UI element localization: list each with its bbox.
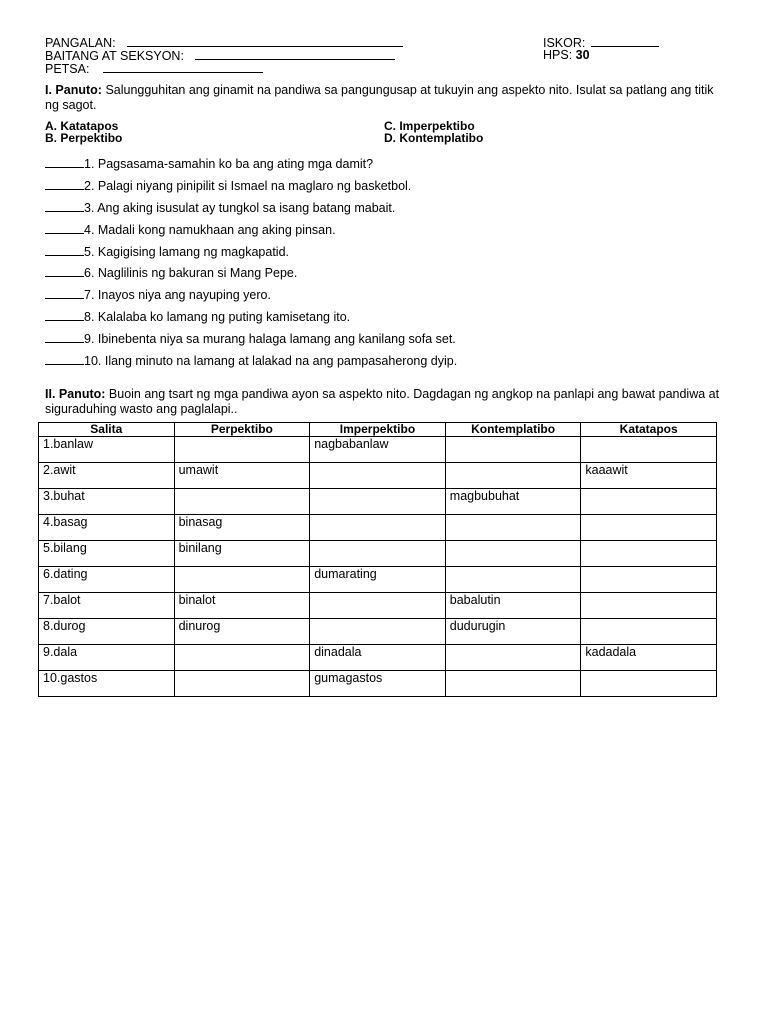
- table-cell[interactable]: [445, 541, 581, 567]
- table-cell[interactable]: [174, 489, 310, 515]
- column-header: Imperpektibo: [310, 423, 446, 437]
- table-cell[interactable]: [310, 541, 446, 567]
- hps-label: HPS:: [543, 48, 573, 62]
- hps-value: 30: [575, 48, 590, 62]
- question-item: [45, 245, 289, 259]
- score-label: ISKOR:: [543, 36, 586, 50]
- question-item: [45, 179, 411, 193]
- table-cell[interactable]: [581, 437, 717, 463]
- table-cell: 6.dating: [39, 567, 175, 593]
- table-cell[interactable]: binasag: [174, 515, 310, 541]
- grade-row: [45, 48, 395, 62]
- table-row: [39, 645, 717, 671]
- table-cell[interactable]: [581, 515, 717, 541]
- part1-instructions: [45, 83, 725, 112]
- table-cell[interactable]: binilang: [174, 541, 310, 567]
- table-cell[interactable]: kaaawit: [581, 463, 717, 489]
- table-cell[interactable]: binalot: [174, 593, 310, 619]
- table-cell[interactable]: [310, 463, 446, 489]
- part1-label: I. Panuto:: [45, 83, 102, 97]
- table-row: [39, 489, 717, 515]
- table-cell[interactable]: [581, 489, 717, 515]
- table-row: [39, 619, 717, 645]
- table-cell[interactable]: nagbabanlaw: [310, 437, 446, 463]
- question-item: [45, 223, 336, 237]
- question-text: 1. Pagsasama-samahin ko ba ang ating mga damit?: [84, 157, 374, 171]
- table-cell: 8.durog: [39, 619, 175, 645]
- table-cell[interactable]: gumagastos: [310, 671, 446, 697]
- column-header: Katatapos: [581, 423, 717, 437]
- answer-blank[interactable]: [45, 201, 84, 212]
- column-header: Salita: [39, 423, 175, 437]
- answer-blank[interactable]: [45, 179, 84, 190]
- table-row: [39, 593, 717, 619]
- table-cell[interactable]: [445, 645, 581, 671]
- table-cell[interactable]: [445, 463, 581, 489]
- date-row: [45, 61, 263, 75]
- answer-blank[interactable]: [45, 332, 84, 343]
- part2-text: Buoin ang tsart ng mga pandiwa ayon sa aspekto nito. Dagdagan ng angkop na panlapi ang bawat pandiwa at siguraduhing wasto ang paglalapi..: [45, 387, 720, 416]
- part2-instructions: [45, 387, 725, 416]
- table-cell[interactable]: [445, 437, 581, 463]
- part1-text: Salungguhitan ang ginamit na pandiwa sa pangungusap at tukuyin ang aspekto nito. Isulat sa patlang ang titik ng sagot.: [45, 83, 714, 112]
- grade-blank[interactable]: [195, 48, 395, 60]
- question-text: 4. Madali kong namukhaan ang aking pinsan.: [84, 223, 336, 237]
- table-cell: 1.banlaw: [39, 437, 175, 463]
- table-header-row: [39, 423, 717, 437]
- question-item: [45, 332, 456, 346]
- table-cell[interactable]: [445, 671, 581, 697]
- hps-row: [543, 48, 590, 62]
- table-cell[interactable]: dinadala: [310, 645, 446, 671]
- table-cell: 3.buhat: [39, 489, 175, 515]
- answer-blank[interactable]: [45, 266, 84, 277]
- column-header: Kontemplatibo: [445, 423, 581, 437]
- answer-blank[interactable]: [45, 310, 84, 321]
- question-text: 5. Kagigising lamang ng magkapatid.: [84, 245, 289, 259]
- table-cell[interactable]: [174, 671, 310, 697]
- table-cell[interactable]: kadadala: [581, 645, 717, 671]
- question-item: [45, 201, 395, 215]
- part2-label: II. Panuto:: [45, 387, 106, 401]
- grade-label: BAITANG AT SEKSYON:: [45, 49, 184, 63]
- answer-blank[interactable]: [45, 157, 84, 168]
- table-cell[interactable]: [310, 515, 446, 541]
- answer-blank[interactable]: [45, 223, 84, 234]
- table-cell[interactable]: [445, 515, 581, 541]
- table-row: [39, 437, 717, 463]
- table-cell[interactable]: babalutin: [445, 593, 581, 619]
- name-label: PANGALAN:: [45, 36, 116, 50]
- question-text: 10. Ilang minuto na lamang at lalakad na ang pampasaherong dyip.: [84, 354, 458, 368]
- question-item: [45, 157, 373, 171]
- question-text: 8. Kalalaba ko lamang ng puting kamisetang ito.: [84, 310, 351, 324]
- table-cell[interactable]: [310, 593, 446, 619]
- table-row: [39, 463, 717, 489]
- score-blank[interactable]: [591, 35, 659, 47]
- question-item: [45, 288, 271, 302]
- table-cell: 10.gastos: [39, 671, 175, 697]
- choice-b: B. Perpektibo: [45, 131, 123, 145]
- name-row: [45, 35, 403, 49]
- table-cell[interactable]: [310, 489, 446, 515]
- table-cell: 5.bilang: [39, 541, 175, 567]
- verb-aspect-chart: [38, 422, 717, 697]
- table-cell[interactable]: [174, 437, 310, 463]
- table-cell[interactable]: [581, 567, 717, 593]
- table-cell[interactable]: [174, 567, 310, 593]
- table-cell[interactable]: [581, 541, 717, 567]
- answer-blank[interactable]: [45, 354, 84, 365]
- choice-c: C. Imperpektibo: [384, 119, 475, 133]
- choice-d: D. Kontemplatibo: [384, 131, 484, 145]
- table-cell: 9.dala: [39, 645, 175, 671]
- choice-a: A. Katatapos: [45, 119, 119, 133]
- date-label: PETSA:: [45, 62, 90, 76]
- question-text: 7. Inayos niya ang nayuping yero.: [84, 288, 271, 302]
- table-cell: 4.basag: [39, 515, 175, 541]
- date-blank[interactable]: [103, 61, 263, 73]
- table-cell[interactable]: [581, 671, 717, 697]
- table-cell[interactable]: dumarating: [310, 567, 446, 593]
- name-blank[interactable]: [127, 35, 403, 47]
- question-text: 9. Ibinebenta niya sa murang halaga lamang ang kanilang sofa set.: [84, 332, 456, 346]
- table-cell[interactable]: umawit: [174, 463, 310, 489]
- table-row: [39, 515, 717, 541]
- table-cell[interactable]: [445, 567, 581, 593]
- score-row: [543, 35, 659, 49]
- question-text: 3. Ang aking isusulat ay tungkol sa isang batang mabait.: [84, 201, 396, 215]
- table-cell: 7.balot: [39, 593, 175, 619]
- answer-blank[interactable]: [45, 288, 84, 299]
- table-cell[interactable]: magbubuhat: [445, 489, 581, 515]
- question-item: [45, 354, 457, 368]
- table-cell[interactable]: [581, 619, 717, 645]
- table-row: [39, 567, 717, 593]
- table-cell[interactable]: dudurugin: [445, 619, 581, 645]
- question-text: 2. Palagi niyang pinipilit si Ismael na maglaro ng basketbol.: [84, 179, 412, 193]
- answer-blank[interactable]: [45, 245, 84, 256]
- table-cell[interactable]: [310, 619, 446, 645]
- question-item: [45, 266, 297, 280]
- question-text: 6. Naglilinis ng bakuran si Mang Pepe.: [84, 266, 298, 280]
- table-cell[interactable]: dinurog: [174, 619, 310, 645]
- column-header: Perpektibo: [174, 423, 310, 437]
- table-cell[interactable]: [581, 593, 717, 619]
- table-cell[interactable]: [174, 645, 310, 671]
- question-item: [45, 310, 350, 324]
- table-row: [39, 671, 717, 697]
- table-cell: 2.awit: [39, 463, 175, 489]
- table-row: [39, 541, 717, 567]
